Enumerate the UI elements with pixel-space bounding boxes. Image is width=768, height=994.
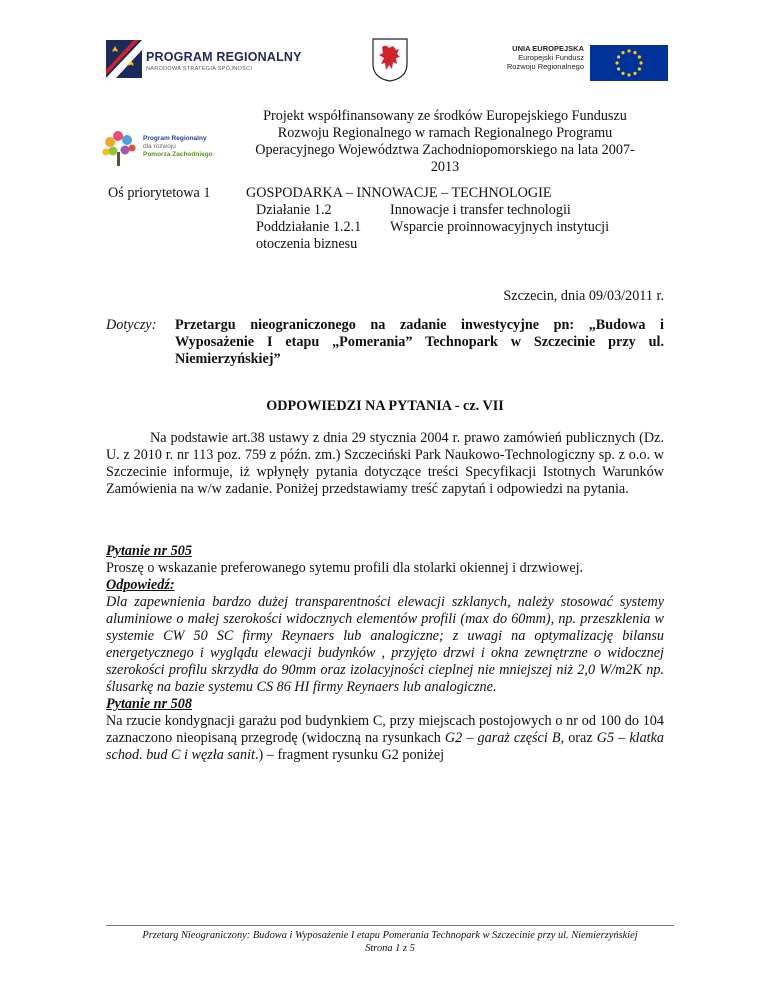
qa-section [106, 543, 664, 764]
subaction-continuation: otoczenia biznesu [256, 236, 358, 252]
action-label: Działanie 1.2 [256, 202, 332, 218]
document-heading: ODPOWIEDZI NA PYTANIA - cz. VII [266, 398, 504, 414]
question-505-label: Pytanie nr 505 [106, 543, 192, 559]
page-footer [106, 929, 674, 955]
question-505-text: Proszę o wskazanie preferowanego sytemu profili dla stolarki okiennej i drzwiowej. [106, 560, 584, 576]
eu-fund-line1: Europejski Fundusz [518, 53, 584, 62]
program-logo-subtitle: NARODOWA STRATEGIA SPÓJNOŚCI [146, 66, 253, 72]
regional-program-logo [143, 135, 213, 159]
eu-flag-icon [590, 45, 668, 81]
eu-fund-label [470, 44, 584, 71]
question-508-text-c: .) – fragment rysunku G2 poniżej [254, 747, 445, 763]
subaction-value: Wsparcie proinnowacyjnych instytucji [390, 219, 610, 235]
answer-505-text: Dla zapewnienia bardzo dużej transparentności elewacji szklanych, należy stosować systemy aluminiowe o małej szerokości widocznych elementów profili (max do 60mm), np. przeszklenia w systemie CW 50 SC firmy Reynaers lub analogiczne; z uwagi na optymalizację bilansu energetycznego i wyglądu elewacji budynków , przyjęto drzwi i okna zewnętrzne o widocznej szerokości profilu skrzydła do 90mm oraz izolacyjności cieplnej nie mniejszej niż 2,0 W/m2K np. ślusarkę na bazie systemu CS 86 HI firmy Reynaers lub analogiczne. [106, 594, 664, 695]
project-line: Projekt współfinansowany ze środków Europejskiego Funduszu [263, 108, 627, 124]
subject-label: Dotyczy: [106, 317, 157, 333]
question-508-label: Pytanie nr 508 [106, 696, 192, 712]
eu-fund-line2: Rozwoju Regionalnego [506, 62, 584, 71]
priority-axis-details [246, 185, 666, 253]
page-number: Strona 1 z 5 [365, 943, 415, 954]
eu-title: UNIA EUROPEJSKA [512, 44, 584, 53]
program-regionalny-logo-icon [106, 40, 142, 78]
project-line: Rozwoju Regionalnego w ramach Regionalnego Programu [277, 125, 613, 141]
footer-title: Przetarg Nieograniczony: Budowa i Wyposażenie I etapu Pomerania Technopark w Szczecinie przy ul. Niemierzyńskiej [142, 930, 638, 941]
question-508-text-a: Na rzucie kondygnacji garażu pod budynkiem C, przy miejscach postojowych o nr od 100 do 104 zaznaczono nieopisaną przegrodę (widoczną na rysunkach [106, 713, 664, 746]
program-logo-title: PROGRAM REGIONALNY [146, 50, 302, 64]
question-508-text-b: , oraz [560, 730, 597, 746]
footer-divider [106, 925, 674, 926]
regional-program-tree-icon [100, 128, 138, 168]
question-508-ref2: G5 – klatka schod. bud C i węzła sanit [106, 730, 665, 763]
project-line: Operacyjnego Województwa Zachodniopomorskiego na lata 2007- [255, 142, 635, 158]
intro-paragraph: Na podstawie art.38 ustawy z dnia 29 stycznia 2004 r. prawo zamówień publicznych (Dz. U. z 2010 r. nr 113 poz. 759 z późn. zm.) Szczeciński Park Naukowo-Technologiczny sp. z o.o. w Szczecinie informuje, iż wpłynęły pytania dotyczące treści Specyfikacji Istotnych Warunków Zamówienia na w/w zadanie. Poniżej przedstawiamy treść zapytań i odpowiedzi na pytania. [106, 430, 664, 497]
project-cofinancing-statement [240, 108, 650, 176]
answer-label: Odpowiedź: [106, 577, 175, 593]
regional-logo-line3: Pomorza Zachodniego [143, 151, 213, 158]
regional-logo-line2: dla rozwoju [143, 143, 176, 150]
regional-logo-line1: Program Regionalny [143, 135, 207, 142]
project-line: 2013 [430, 159, 460, 175]
program-regionalny-logo [146, 50, 302, 72]
date-line: Szczecin, dnia 09/03/2011 r. [503, 288, 664, 304]
action-value: Innowacje i transfer technologii [390, 202, 571, 218]
griffin-crest-icon [372, 38, 408, 82]
subject-text: Przetargu nieograniczonego na zadanie inwestycyjne pn: „Budowa i Wyposażenie I etapu „Pomerania” Technopark w Szczecinie przy ul. Niemierzyńskiej” [175, 317, 664, 367]
subaction-label: Poddziałanie 1.2.1 [256, 219, 362, 235]
priority-axis-title: GOSPODARKA – INNOWACJE – TECHNOLOGIE [246, 185, 552, 201]
question-508-text [106, 713, 664, 764]
question-508-ref1: G2 – garaż części B [444, 730, 561, 746]
priority-axis-label: Oś priorytetowa 1 [108, 185, 211, 201]
